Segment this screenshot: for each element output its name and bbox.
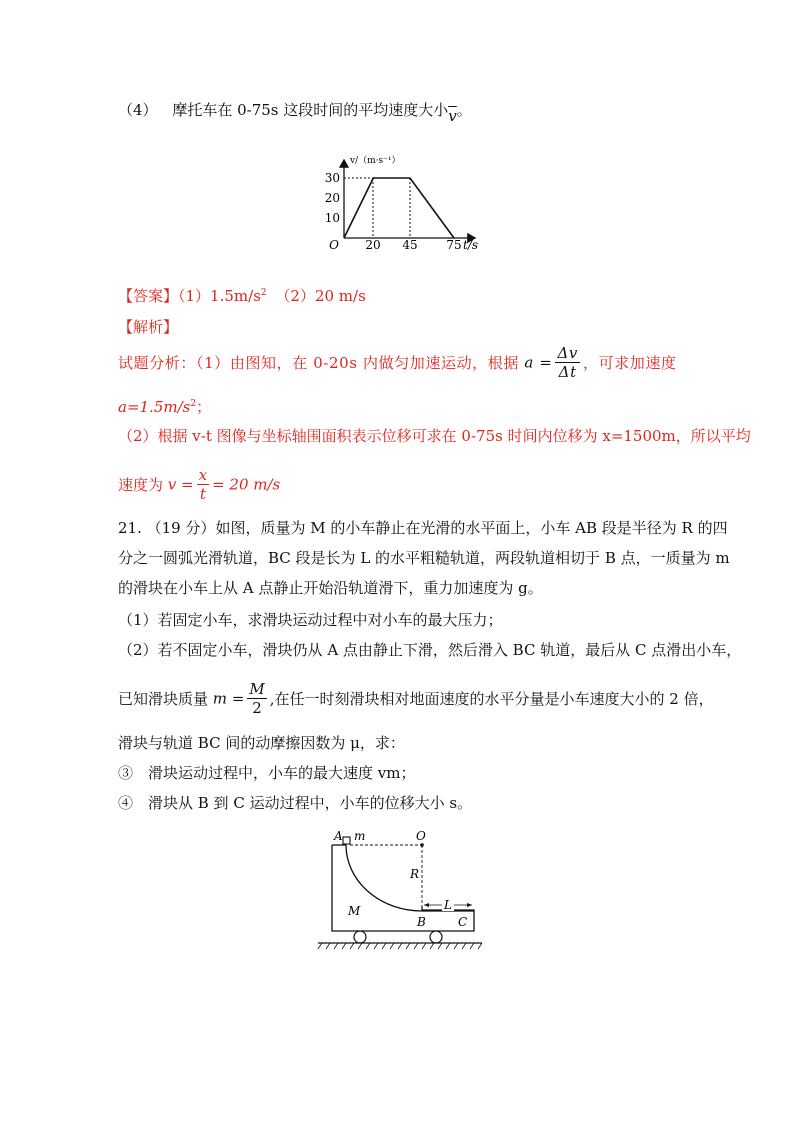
y-tick-20: 20 xyxy=(324,191,340,205)
center-point xyxy=(420,843,424,847)
mass-formula-numerator: M xyxy=(249,680,265,698)
question-4-number: （4） xyxy=(118,101,158,119)
velocity-formula-lhs: v = xyxy=(167,475,194,494)
analysis-line-1-text: 试题分析：（1）由图知，在 0-20s 内做匀加速运动，根据 xyxy=(118,354,519,372)
x-tick-45: 45 xyxy=(402,238,418,252)
analysis-line-1-end: ，可求加速度 xyxy=(582,354,677,372)
q21-line-1: 21. （19 分）如图，质量为 M 的小车静止在光滑的水平面上，小车 AB 段是半径为 R 的四 xyxy=(118,519,728,537)
q21-sub-1: （1）若固定小车，求滑块运动过程中对小车的最大压力； xyxy=(118,611,503,629)
label-C: C xyxy=(458,915,468,929)
label-R: R xyxy=(410,867,420,881)
q21-item-3: ③ 滑块运动过程中，小车的最大速度 vm； xyxy=(118,764,416,782)
mass-formula-lhs: m = xyxy=(212,689,245,708)
ground-hatching xyxy=(318,943,482,949)
analysis-line-4 xyxy=(118,466,280,503)
label-m: m xyxy=(354,829,366,843)
wheel-left xyxy=(354,931,366,943)
q21-sub-2: （2）若不固定小车，滑块仍从 A 点由静止下滑，然后滑入 BC 轨道，最后从 C 点滑出小车， xyxy=(118,641,742,659)
velocity-formula-denominator: t xyxy=(199,485,206,503)
accel-formula-lhs: a = xyxy=(524,353,553,372)
question-4 xyxy=(118,99,472,125)
velocity-formula-numerator: x xyxy=(198,466,208,484)
cart-body xyxy=(332,845,474,931)
x-axis-label: t/s xyxy=(463,238,479,252)
y-tick-10: 10 xyxy=(324,211,340,225)
accel-result-end: ； xyxy=(196,398,212,416)
analysis-line-2 xyxy=(118,396,211,417)
length-arrow-left xyxy=(424,903,429,907)
cart-figure xyxy=(310,825,490,955)
q21-mu-line: 滑块与轨道 BC 间的动摩擦因数为 μ，求： xyxy=(118,734,405,752)
accel-formula-denominator: Δt xyxy=(558,363,577,381)
question-4-end: 。 xyxy=(456,101,472,119)
wheel-right xyxy=(430,931,442,943)
mass-formula-fraction xyxy=(247,680,266,717)
accel-formula-numerator: Δv xyxy=(557,344,578,362)
q21-mass-line xyxy=(118,680,714,717)
q21-line-2: 分之一圆弧光滑轨道，BC 段是长为 L 的水平粗糙轨道，两段轨道相切于 B 点，一质量为 m xyxy=(118,549,730,567)
y-tick-30: 30 xyxy=(324,171,340,185)
label-M: M xyxy=(348,904,361,918)
analysis-line-4-text: 速度为 xyxy=(118,476,164,494)
q21-mass-text-end: ,在任一时刻滑块相对地面速度的水平分量是小车速度大小的 2 倍， xyxy=(269,690,714,708)
velocity-line xyxy=(344,178,454,238)
question-4-text: 摩托车在 0-75s 这段时间的平均速度大小 xyxy=(172,101,449,119)
accel-result-exponent: 2 xyxy=(190,399,197,409)
answer-part-2: （2）20 m/s xyxy=(275,287,366,305)
q21-mass-text: 已知滑块质量 xyxy=(118,690,209,708)
accel-formula-fraction xyxy=(555,344,580,381)
x-tick-75: 75 xyxy=(446,238,462,252)
answer-part-1-exponent: 2 xyxy=(260,288,267,298)
analysis-line-3: （2）根据 v-t 图像与坐标轴围面积表示位移可求在 0-75s 时间内位移为 x=1500m，所以平均 xyxy=(118,427,751,445)
answer-line xyxy=(118,285,366,306)
analysis-tag: 【解析】 xyxy=(118,318,179,336)
velocity-formula-fraction xyxy=(197,466,209,503)
accel-result: a=1.5m/s xyxy=(118,398,191,416)
vt-graph xyxy=(300,150,500,255)
length-arrow-right xyxy=(467,903,472,907)
y-axis-label: v/（m·s⁻¹） xyxy=(350,156,401,166)
answer-tag: 【答案】 xyxy=(118,287,179,305)
q21-item-4: ④ 滑块从 B 到 C 运动过程中，小车的位移大小 s。 xyxy=(118,794,473,812)
label-A: A xyxy=(334,829,343,843)
origin-label: O xyxy=(329,238,339,252)
mass-formula-denominator: 2 xyxy=(252,699,262,717)
analysis-line-1 xyxy=(118,344,677,381)
label-L: L xyxy=(444,898,452,912)
label-O: O xyxy=(416,829,426,843)
average-velocity-symbol: $\overline{v}$ xyxy=(448,107,457,125)
answer-part-1: （1）1.5m/s xyxy=(178,287,261,305)
label-B: B xyxy=(417,915,426,929)
velocity-formula-rhs: = 20 m/s xyxy=(212,475,281,494)
slider-block xyxy=(343,837,350,844)
x-tick-20: 20 xyxy=(365,238,381,252)
q21-line-3: 的滑块在小车上从 A 点静止开始沿轨道滑下，重力加速度为 g。 xyxy=(118,579,543,597)
